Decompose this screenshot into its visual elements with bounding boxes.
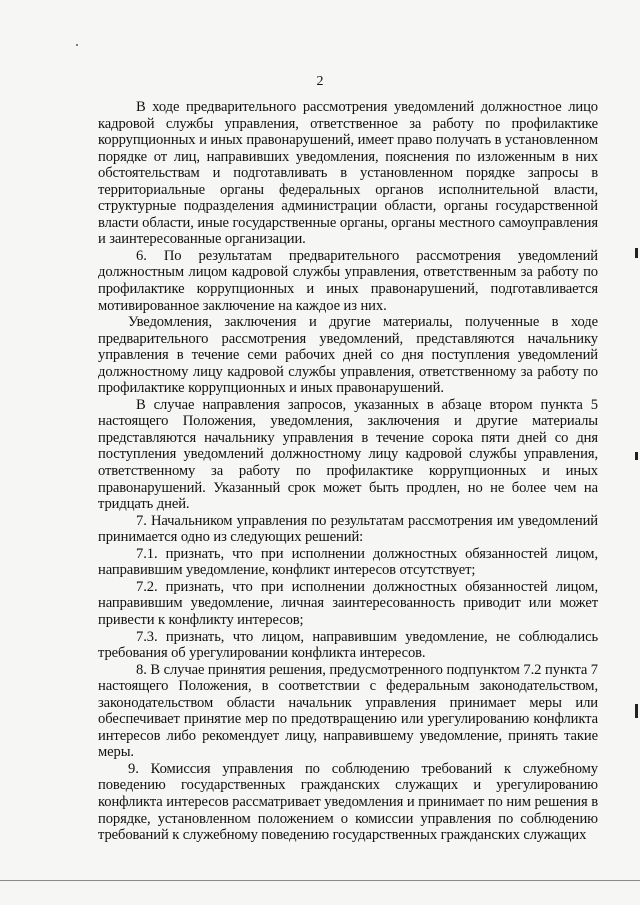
page-number: 2 bbox=[316, 74, 324, 89]
paragraph-item-6: 6. По результатам предварительного рассмотрения уведомлений должностным лицом кадровой службы управления, ответственным за работу по профилактике коррупционных и иных правонарушений, подготавливается мотивированное заключение на каждое из них. bbox=[98, 247, 598, 314]
scan-margin-mark bbox=[635, 452, 638, 460]
paragraph-item-7: 7. Начальником управления по результатам рассмотрения им уведомлений принимается одно из следующих решений: bbox=[98, 512, 598, 546]
scan-edge-line bbox=[0, 880, 640, 881]
paragraph-item-7-3: 7.3. признать, что лицом, направившим уведомление, не соблюдались требования об урегулировании конфликта интересов. bbox=[98, 628, 598, 662]
paragraph-item-9: 9. Комиссия управления по соблюдению требований к служебному поведению государственных гражданских служащих и урегулированию конфликта интересов рассматривает уведомления и принимает по ним решения в порядке, установленном положением о комиссии управления по соблюдению требований к служебному поведению государственных гражданских служащих bbox=[98, 760, 598, 844]
paragraph-materials-forty-five-days: В случае направления запросов, указанных в абзаце втором пункта 5 настоящего Положения, уведомления, заключения и другие материалы представляются начальнику управления в течение сорока пяти дней со дня поступления уведомлений должностному лицу кадровой службы управления, ответственному за работу по профилактике коррупционных и иных правонарушений. Указанный срок может быть продлен, но не более чем на тридцать дней. bbox=[98, 396, 598, 513]
scan-margin-mark bbox=[635, 248, 638, 258]
document-body bbox=[98, 99, 598, 844]
paragraph-item-7-1: 7.1. признать, что при исполнении должностных обязанностей лицом, направившим уведомление, конфликт интересов отсутствует; bbox=[98, 545, 598, 579]
paragraph-materials-seven-days: Уведомления, заключения и другие материалы, полученные в ходе предварительного рассмотрения уведомлений, представляются начальнику управления в течение семи рабочих дней со дня поступления уведомлений должностному лицу кадровой службы управления, ответственному за работу по профилактике коррупционных и иных правонарушений. bbox=[98, 314, 598, 397]
scan-speck bbox=[76, 44, 78, 46]
paragraph-preliminary-review: В ходе предварительного рассмотрения уведомлений должностное лицо кадровой службы управления, ответственное за работу по профилактике коррупционных и иных правонарушений, имеет право получать в установленном порядке от лиц, направивших уведомления, пояснения по изложенным в них обстоятельствам и подготавливать в установленном порядке запросы в территориальные органы федеральных органов исполнительной власти, структурные подразделения администрации области, органы государственной власти области, иные государственные органы, органы местного самоуправления и заинтересованные организации. bbox=[98, 99, 598, 248]
scan-margin-mark bbox=[635, 704, 638, 718]
paragraph-item-7-2: 7.2. признать, что при исполнении должностных обязанностей лицом, направившим уведомление, личная заинтересованность приводит или может привести к конфликту интересов; bbox=[98, 578, 598, 628]
paragraph-item-8: 8. В случае принятия решения, предусмотренного подпунктом 7.2 пункта 7 настоящего Положения, в соответствии с федеральным законодательством, законодательством области начальник управления принимает меры или обеспечивает принятие мер по предотвращению или урегулированию конфликта интересов либо рекомендует лицу, направившему уведомление, принять такие меры. bbox=[98, 661, 598, 761]
